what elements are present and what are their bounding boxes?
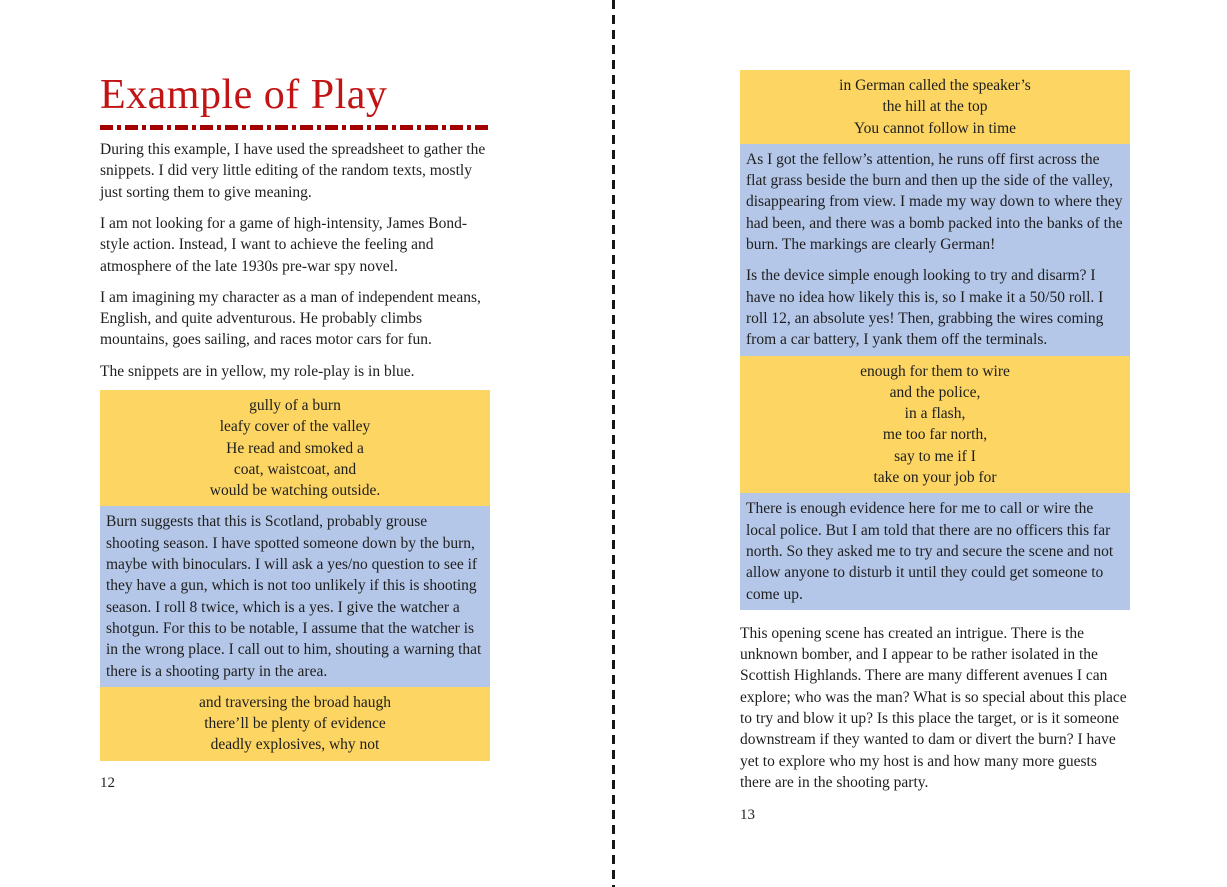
roleplay-block [100, 506, 490, 686]
roleplay-paragraph: Burn suggests that this is Scotland, probably grouse shooting season. I have spotted someone down by the burn, maybe with binoculars. I will ask a yes/no question to see if they have a gun, which is not too unlikely if this is shooting season. I roll 8 twice, which is a yes. I give the watcher a shotgun. For this to be notable, I assume that the watcher is in the wrong place. I call out to him, shouting a warning that there is a shooting party in the area. [106, 513, 482, 680]
snippet-line: me too far north, [882, 426, 988, 444]
snippet-line: say to me if I [894, 447, 976, 465]
closing-paragraph: This opening scene has created an intrigue. There is the unknown bomber, and I appear to be rather isolated in the Scottish Highlands. There are many different avenues I can explore; who was the man? What is so special about this place to try and blow it up? Is this place the target, or is it someone downstream if they wanted to dam or divert the burn? I have yet to explore who my host is and how many more guests there are in the shooting party. [740, 624, 1127, 791]
intro-paragraph: I am imagining my character as a man of independent means, English, and quite adventurous. He probably climbs mountains, goes sailing, and races motor cars for fun. [100, 288, 481, 349]
page-number: 13 [740, 807, 755, 824]
snippet-line: there’ll be plenty of evidence [204, 715, 386, 733]
snippet-line: take on your job for [873, 469, 997, 487]
snippet-line: You cannot follow in time [853, 119, 1017, 137]
snippet-block [100, 390, 490, 506]
snippet-block [740, 356, 1130, 494]
snippet-line: the hill at the top [882, 98, 988, 116]
page-number: 12 [100, 774, 115, 791]
page-title: Example of Play [100, 72, 388, 118]
left-page [100, 72, 490, 792]
roleplay-block [740, 144, 1130, 356]
intro-paragraph: The snippets are in yellow, my role-play is in blue. [100, 362, 415, 380]
snippet-line: coat, waistcoat, and [233, 460, 357, 478]
snippet-line: gully of a burn [249, 397, 341, 414]
roleplay-paragraph: There is enough evidence here for me to call or wire the local police. But I am told that there are no officers this far north. So they asked me to try and secure the scene and not allow anyone to disturb it until they could get someone to come up. [746, 500, 1114, 603]
roleplay-paragraph: As I got the fellow’s attention, he runs off first across the flat grass beside the burn and then up the side of the valley, disappearing from view. I made my way down to where they had been, and there was a bomb packed into the banks of the burn. The markings are clearly German! [746, 150, 1123, 254]
right-page [740, 70, 1130, 824]
title-underline [100, 125, 490, 130]
page-gutter-divider [612, 0, 615, 887]
snippet-line: in German called the speaker’s [839, 77, 1031, 94]
roleplay-block [740, 493, 1130, 609]
snippet-block [100, 687, 490, 761]
snippet-line: leafy cover of the valley [219, 418, 371, 436]
snippet-line: deadly explosives, why not [210, 736, 380, 754]
roleplay-paragraph: Is the device simple enough looking to try and disarm? I have no idea how likely this is, so I make it a 50/50 roll. I roll 12, an absolute yes! Then, grabbing the wires coming from a car battery, I yank them off the terminals. [746, 267, 1104, 349]
snippet-line: enough for them to wire [860, 362, 1010, 380]
snippet-line: He read and smoked a [226, 439, 364, 457]
intro-paragraph: I am not looking for a game of high-intensity, James Bond-style action. Instead, I want to achieve the feeling and atmosphere of the late 1930s pre-war spy novel. [100, 214, 468, 275]
intro-paragraph: During this example, I have used the spreadsheet to gather the snippets. I did very little editing of the random texts, mostly just sorting them to give meaning. [100, 141, 486, 201]
snippet-line: and the police, [889, 383, 981, 401]
snippet-line: and traversing the broad haugh [199, 693, 391, 711]
snippet-line: in a flash, [904, 405, 966, 423]
snippet-block [740, 70, 1130, 144]
snippet-line: would be watching outside. [209, 482, 381, 500]
